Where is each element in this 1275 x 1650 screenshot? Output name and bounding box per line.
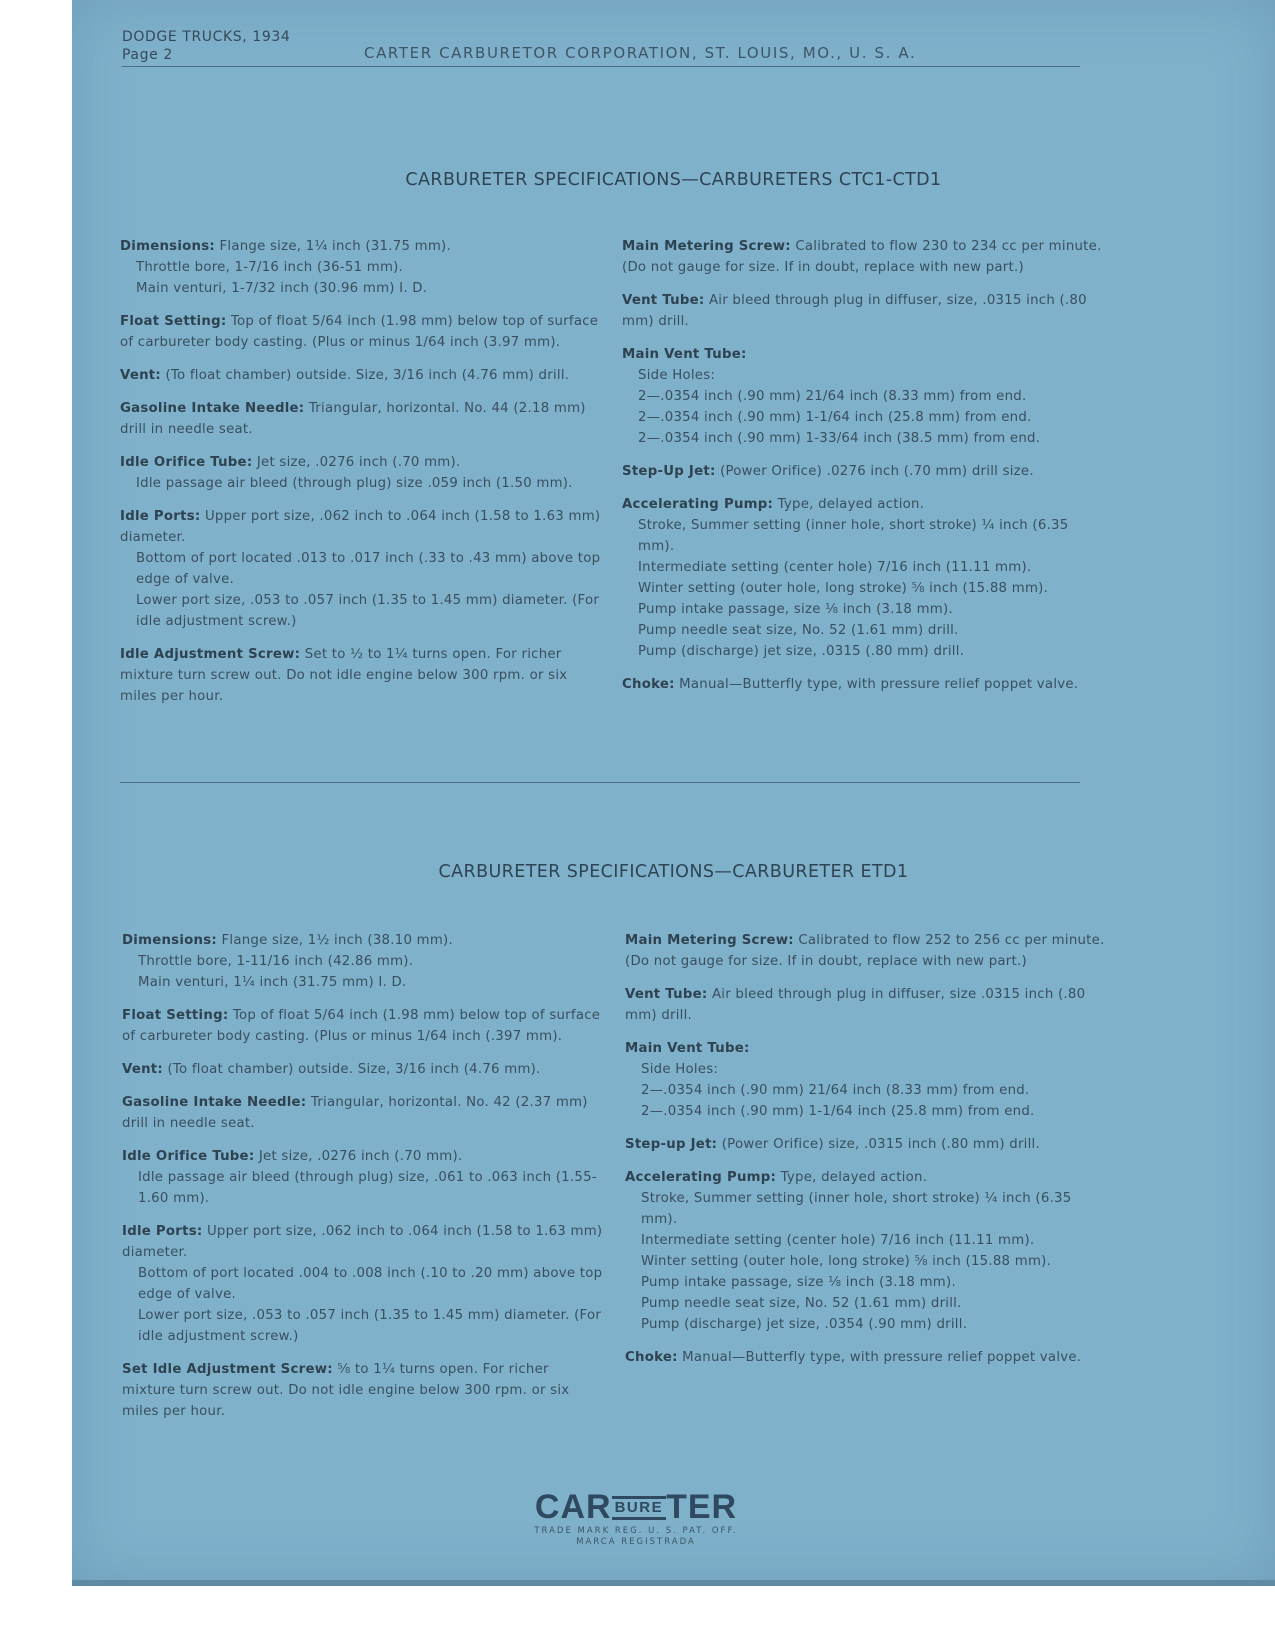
- spec-entry: [122, 1092, 604, 1134]
- spec-first-line: [622, 494, 1104, 515]
- section2-title: CARBURETER SPECIFICATIONS—CARBURETER ETD1: [438, 862, 909, 882]
- spec-label: Vent Tube:: [622, 293, 705, 308]
- spec-entry: [622, 236, 1104, 278]
- spec-text: Top of float 5/64 inch (1.98 mm) below top of surface of carbureter body casting. (Plus or minus 1/64 inch (.397 mm).: [122, 1008, 601, 1044]
- spec-label: Idle Orifice Tube:: [122, 1149, 255, 1164]
- spec-label: Set Idle Adjustment Screw:: [122, 1362, 333, 1377]
- spec-entry: [122, 1221, 604, 1347]
- spec-label: Gasoline Intake Needle:: [120, 401, 305, 416]
- spec-text: Jet size, .0276 inch (.70 mm).: [258, 1149, 463, 1164]
- spec-label: Choke:: [622, 677, 675, 692]
- spec-first-line: [122, 1359, 604, 1422]
- spec-first-line: [625, 984, 1107, 1026]
- spec-text: Calibrated to flow 252 to 256 cc per minute. (Do not gauge for size. If in doubt, replace with new part.): [625, 933, 1105, 969]
- spec-first-line: [622, 674, 1104, 695]
- spec-line: Intermediate setting (center hole) 7/16 inch (11.11 mm).: [641, 1233, 1035, 1248]
- spec-entry: [622, 461, 1104, 482]
- spec-label: Main Vent Tube:: [625, 1041, 750, 1056]
- spec-first-line: [122, 930, 604, 951]
- spec-line: Throttle bore, 1-11/16 inch (42.86 mm).: [138, 954, 414, 969]
- spec-entry: [622, 290, 1104, 332]
- spec-entry: [622, 674, 1104, 695]
- company-name: CARTER CARBURETOR CORPORATION, ST. LOUIS, MO., U. S. A.: [364, 44, 917, 62]
- spec-entry: [120, 452, 602, 494]
- spec-line: Intermediate setting (center hole) 7/16 inch (11.11 mm).: [638, 560, 1032, 575]
- spec-label: Step-up Jet:: [625, 1137, 718, 1152]
- spec-text: Type, delayed action.: [777, 497, 925, 512]
- spec-label: Vent:: [120, 368, 161, 383]
- document-title: DODGE TRUCKS, 1934: [122, 29, 291, 45]
- spec-text: Upper port size, .062 inch to .064 inch (1.58 to 1.63 mm) diameter.: [122, 1224, 603, 1260]
- sheet-edge: [72, 1580, 1275, 1586]
- spec-entry: [122, 1146, 604, 1209]
- spec-label: Choke:: [625, 1350, 678, 1365]
- logo-suffix: TER: [666, 1488, 738, 1526]
- spec-line: Side Holes:: [638, 368, 716, 383]
- logo-trademark: TRADE MARK REG. U. S. PAT. OFF.: [534, 1526, 738, 1536]
- document-header: [122, 28, 290, 64]
- spec-label: Vent:: [122, 1062, 163, 1077]
- spec-line: 2—.0354 inch (.90 mm) 1-1/64 inch (25.8 mm) from end.: [638, 410, 1032, 425]
- spec-entry: [122, 930, 604, 993]
- spec-label: Idle Ports:: [122, 1224, 203, 1239]
- spec-text: Manual—Butterfly type, with pressure relief poppet valve.: [682, 1350, 1082, 1365]
- spec-entry: [122, 1059, 604, 1080]
- spec-line: Pump intake passage, size ⅛ inch (3.18 mm).: [641, 1275, 956, 1290]
- spec-first-line: [122, 1092, 604, 1134]
- spec-label: Accelerating Pump:: [622, 497, 774, 512]
- spec-line: Pump needle seat size, No. 52 (1.61 mm) drill.: [638, 623, 959, 638]
- section2-left-column: [122, 930, 604, 1434]
- spec-text: Jet size, .0276 inch (.70 mm).: [256, 455, 461, 470]
- spec-first-line: [625, 1038, 1107, 1059]
- spec-label: Idle Adjustment Screw:: [120, 647, 301, 662]
- spec-first-line: [120, 398, 602, 440]
- spec-text: Top of float 5/64 inch (1.98 mm) below top of surface of carbureter body casting. (Plus or minus 1/64 inch (3.97 mm).: [120, 314, 599, 350]
- spec-text: Triangular, horizontal. No. 44 (2.18 mm) drill in needle seat.: [120, 401, 586, 437]
- spec-line: Pump (discharge) jet size, .0315 (.80 mm) drill.: [638, 644, 965, 659]
- logo-prefix: CAR: [534, 1488, 612, 1526]
- spec-line: 2—.0354 inch (.90 mm) 21/64 inch (8.33 mm) from end.: [638, 389, 1027, 404]
- spec-label: Step-Up Jet:: [622, 464, 716, 479]
- spec-first-line: [120, 506, 602, 548]
- spec-line: Idle passage air bleed (through plug) size, .061 to .063 inch (1.55-1.60 mm).: [138, 1170, 597, 1206]
- spec-text: Upper port size, .062 inch to .064 inch (1.58 to 1.63 mm) diameter.: [120, 509, 601, 545]
- spec-line: 2—.0354 inch (.90 mm) 21/64 inch (8.33 mm) from end.: [641, 1083, 1030, 1098]
- spec-label: Dimensions:: [122, 933, 217, 948]
- spec-line: Main venturi, 1-7/32 inch (30.96 mm) I. D.: [136, 281, 428, 296]
- spec-entry: [625, 1347, 1107, 1368]
- spec-line: Winter setting (outer hole, long stroke) ⅝ inch (15.88 mm).: [641, 1254, 1052, 1269]
- spec-line: Lower port size, .053 to .057 inch (1.35 to 1.45 mm) diameter. (For idle adjustment screw.): [136, 593, 600, 629]
- spec-label: Main Metering Screw:: [622, 239, 791, 254]
- spec-line: Throttle bore, 1-7/16 inch (36-51 mm).: [136, 260, 404, 275]
- spec-label: Idle Ports:: [120, 509, 201, 524]
- spec-line: Bottom of port located .013 to .017 inch (.33 to .43 mm) above top edge of valve.: [136, 551, 601, 587]
- section1-title: CARBURETER SPECIFICATIONS—CARBURETERS CTC1-CTD1: [405, 170, 942, 190]
- spec-first-line: [622, 344, 1104, 365]
- spec-line: Pump needle seat size, No. 52 (1.61 mm) drill.: [641, 1296, 962, 1311]
- spec-label: Main Vent Tube:: [622, 347, 747, 362]
- page-number: Page 2: [122, 47, 173, 63]
- spec-entry: [120, 506, 602, 632]
- section1-right-column: [622, 236, 1104, 707]
- spec-text: (To float chamber) outside. Size, 3/16 inch (4.76 mm) drill.: [165, 368, 570, 383]
- spec-text: Calibrated to flow 230 to 234 cc per minute. (Do not gauge for size. If in doubt, replace with new part.): [622, 239, 1102, 275]
- spec-entry: [625, 930, 1107, 972]
- spec-text: Set to ½ to 1¼ turns open. For richer mixture turn screw out. Do not idle engine below 300 rpm. or six miles per hour.: [120, 647, 568, 704]
- spec-line: Lower port size, .053 to .057 inch (1.35 to 1.45 mm) diameter. (For idle adjustment screw.): [138, 1308, 602, 1344]
- logo-marca: MARCA REGISTRADA: [576, 1537, 696, 1547]
- spec-line: Bottom of port located .004 to .008 inch (.10 to .20 mm) above top edge of valve.: [138, 1266, 603, 1302]
- spec-entry: [122, 1005, 604, 1047]
- spec-line: Side Holes:: [641, 1062, 719, 1077]
- spec-first-line: [120, 236, 602, 257]
- header-rule: [122, 66, 1080, 67]
- logo-boxed: BURE: [612, 1496, 667, 1520]
- spec-line: Stroke, Summer setting (inner hole, short stroke) ¼ inch (6.35 mm).: [638, 518, 1069, 554]
- spec-first-line: [625, 930, 1107, 972]
- spec-first-line: [120, 365, 602, 386]
- spec-line: Winter setting (outer hole, long stroke) ⅝ inch (15.88 mm).: [638, 581, 1049, 596]
- spec-line: Pump (discharge) jet size, .0354 (.90 mm) drill.: [641, 1317, 968, 1332]
- section2-right-column: [625, 930, 1107, 1380]
- spec-entry: [120, 236, 602, 299]
- spec-line: Stroke, Summer setting (inner hole, short stroke) ¼ inch (6.35 mm).: [641, 1191, 1072, 1227]
- spec-label: Float Setting:: [120, 314, 227, 329]
- spec-label: Main Metering Screw:: [625, 933, 794, 948]
- spec-text: Manual—Butterfly type, with pressure relief poppet valve.: [679, 677, 1079, 692]
- spec-line: 2—.0354 inch (.90 mm) 1-33/64 inch (38.5 mm) from end.: [638, 431, 1041, 446]
- spec-label: Accelerating Pump:: [625, 1170, 777, 1185]
- spec-first-line: [120, 452, 602, 473]
- section-divider: [120, 782, 1080, 783]
- spec-line: Pump intake passage, size ⅛ inch (3.18 mm).: [638, 602, 953, 617]
- spec-entry: [625, 1167, 1107, 1335]
- spec-first-line: [122, 1059, 604, 1080]
- spec-first-line: [625, 1347, 1107, 1368]
- logo-wordmark: [526, 1488, 746, 1526]
- spec-entry: [120, 365, 602, 386]
- spec-label: Gasoline Intake Needle:: [122, 1095, 307, 1110]
- spec-first-line: [622, 290, 1104, 332]
- spec-text: (To float chamber) outside. Size, 3/16 inch (4.76 mm).: [167, 1062, 541, 1077]
- spec-entry: [120, 644, 602, 707]
- spec-entry: [622, 344, 1104, 449]
- spec-entry: [625, 1038, 1107, 1122]
- section1-left-column: [120, 236, 602, 719]
- spec-first-line: [122, 1221, 604, 1263]
- spec-entry: [625, 984, 1107, 1026]
- spec-entry: [120, 311, 602, 353]
- spec-first-line: [625, 1167, 1107, 1188]
- spec-text: (Power Orifice) .0276 inch (.70 mm) drill size.: [720, 464, 1034, 479]
- spec-line: Main venturi, 1¼ inch (31.75 mm) I. D.: [138, 975, 407, 990]
- spec-text: Flange size, 1¼ inch (31.75 mm).: [219, 239, 451, 254]
- spec-label: Dimensions:: [120, 239, 215, 254]
- spec-first-line: [622, 236, 1104, 278]
- spec-first-line: [625, 1134, 1107, 1155]
- spec-line: 2—.0354 inch (.90 mm) 1-1/64 inch (25.8 mm) from end.: [641, 1104, 1035, 1119]
- spec-first-line: [120, 644, 602, 707]
- spec-entry: [625, 1134, 1107, 1155]
- spec-line: Idle passage air bleed (through plug) size .059 inch (1.50 mm).: [136, 476, 573, 491]
- spec-first-line: [122, 1005, 604, 1047]
- spec-text: ⅝ to 1¼ turns open. For richer mixture turn screw out. Do not idle engine below 300 rpm. or six miles per hour.: [122, 1362, 570, 1419]
- spec-text: Air bleed through plug in diffuser, size .0315 inch (.80 mm) drill.: [625, 987, 1086, 1023]
- carbureter-logo: [526, 1488, 746, 1548]
- spec-entry: [622, 494, 1104, 662]
- spec-first-line: [122, 1146, 604, 1167]
- spec-text: Air bleed through plug in diffuser, size, .0315 inch (.80 mm) drill.: [622, 293, 1087, 329]
- spec-text: (Power Orifice) size, .0315 inch (.80 mm) drill.: [721, 1137, 1040, 1152]
- spec-text: Flange size, 1½ inch (38.10 mm).: [221, 933, 453, 948]
- spec-text: Type, delayed action.: [780, 1170, 928, 1185]
- spec-entry: [120, 398, 602, 440]
- spec-first-line: [120, 311, 602, 353]
- spec-entry: [122, 1359, 604, 1422]
- spec-label: Float Setting:: [122, 1008, 229, 1023]
- spec-first-line: [622, 461, 1104, 482]
- spec-label: Idle Orifice Tube:: [120, 455, 253, 470]
- spec-label: Vent Tube:: [625, 987, 708, 1002]
- spec-text: Triangular, horizontal. No. 42 (2.37 mm) drill in needle seat.: [122, 1095, 588, 1131]
